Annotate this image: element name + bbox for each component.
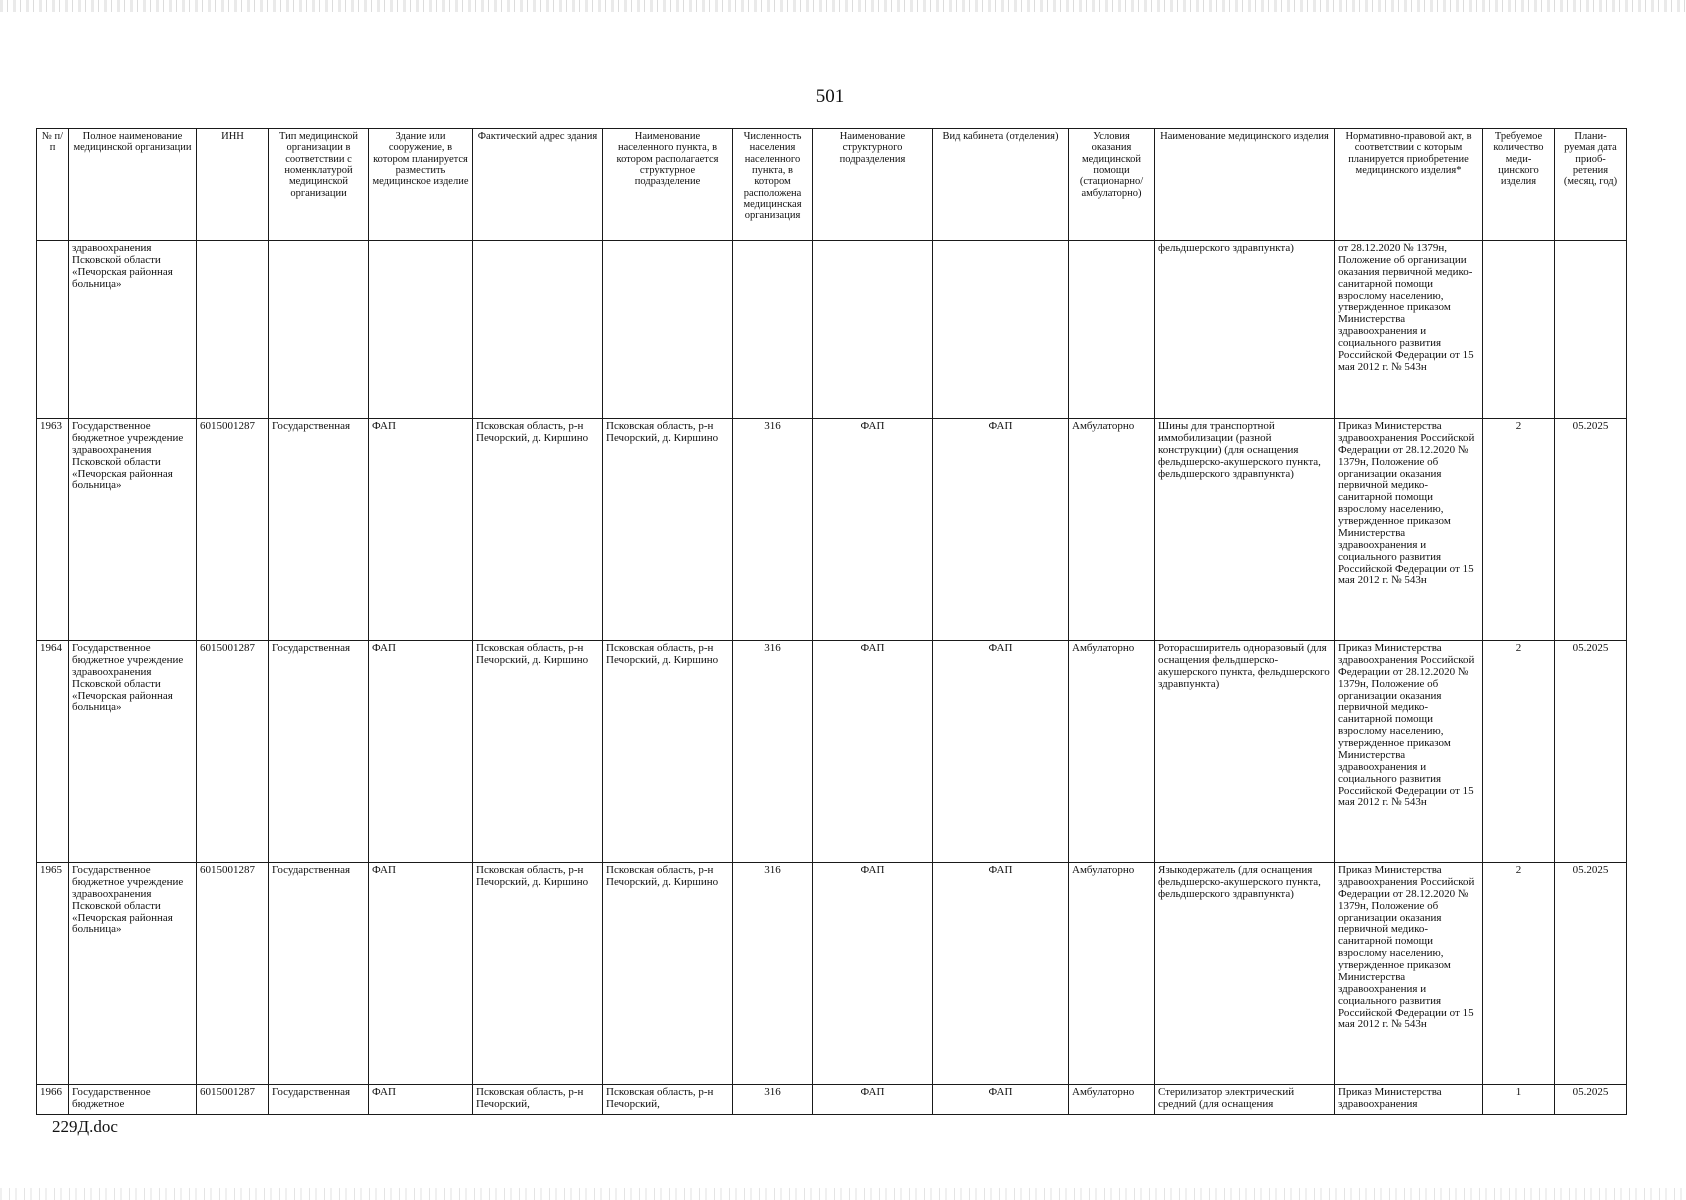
scan-edge-top — [0, 0, 1686, 12]
col-legal-act: Нормативно-правовой акт, в соответствии с которым планируется приобретение медицинского изделия* — [1335, 129, 1483, 241]
cell-inn: 6015001287 — [197, 1085, 269, 1115]
table-row-continuation — [37, 241, 1627, 419]
scan-edge-bottom — [0, 1188, 1686, 1200]
cell-building: ФАП — [369, 641, 473, 863]
cell-address: Псковская область, р-н Печорский, — [473, 1085, 603, 1115]
cell-device: Языкодержатель (для оснащения фельдшерско-акушерского пункта, фельдшерского здравпункта) — [1155, 863, 1335, 1085]
cell-act: Приказ Министерства здравоохранения — [1335, 1085, 1483, 1115]
cell-device: Роторасширитель одноразовый (для оснащения фельдшерско-акушерского пункта, фельдшерского здравпункта) — [1155, 641, 1335, 863]
cell-locality: Псковская область, р-н Печорский, — [603, 1085, 733, 1115]
cell-date: 05.2025 — [1555, 1085, 1627, 1115]
cell-unit: ФАП — [813, 863, 933, 1085]
col-office: Вид кабинета (отделения) — [933, 129, 1069, 241]
footer-filename: 229Д.doc — [52, 1117, 118, 1136]
cell-device: Стерилизатор электрический средний (для оснащения — [1155, 1085, 1335, 1115]
cell-office: ФАП — [933, 641, 1069, 863]
col-inn: ИНН — [197, 129, 269, 241]
cell-date: 05.2025 — [1555, 641, 1627, 863]
cell-building: ФАП — [369, 1085, 473, 1115]
cell-population: 316 — [733, 419, 813, 641]
cell-org: Государственное бюджетное учреждение здравоохранения Псковской области «Печорская районная больница» — [69, 863, 197, 1085]
col-date: Плани- руемая дата приоб- ретения (месяц, год) — [1555, 129, 1627, 241]
cell-conditions: Амбулаторно — [1069, 1085, 1155, 1115]
cell-type: Государственная — [269, 641, 369, 863]
col-org-type: Тип медицинской организации в соответствии с номенклатурой медицинской организации — [269, 129, 369, 241]
cell-population: 316 — [733, 1085, 813, 1115]
cell-device: Шины для транспортной иммобилизации (разной конструкции) (для оснащения фельдшерско-акушерского пункта, фельдшерского здравпункта) — [1155, 419, 1335, 641]
cell-number: 1966 — [37, 1085, 69, 1115]
cell-conditions: Амбулаторно — [1069, 863, 1155, 1085]
col-address: Фактический адрес здания — [473, 129, 603, 241]
col-locality: Наименование населенного пункта, в котором располагается структурное подразделение — [603, 129, 733, 241]
device-plan-table — [36, 128, 1627, 1115]
page-number: 501 — [815, 86, 845, 107]
col-conditions: Условия оказания медицинской помощи (стационарно/ амбулаторно) — [1069, 129, 1155, 241]
cell-building: ФАП — [369, 419, 473, 641]
cell-population: 316 — [733, 863, 813, 1085]
cell-device: фельдшерского здравпункта) — [1155, 241, 1335, 419]
cell-unit: ФАП — [813, 1085, 933, 1115]
table-row — [37, 641, 1627, 863]
col-number: № п/п — [37, 129, 69, 241]
cell-quantity: 1 — [1483, 1085, 1555, 1115]
cell-act: Приказ Министерства здравоохранения Российской Федерации от 28.12.2020 № 1379н, Положение об организации оказания первичной медико-санитарной помощи взрослому населению, утвержденное приказом Министерства здравоохранения и социального развития Российской Федерации от 15 мая 2012 г. № 543н — [1335, 863, 1483, 1085]
cell-unit: ФАП — [813, 419, 933, 641]
col-building: Здание или сооружение, в котором планируется разместить медицинское изделие — [369, 129, 473, 241]
cell-type: Государственная — [269, 1085, 369, 1115]
cell-org: Государственное бюджетное учреждение здравоохранения Псковской области «Печорская районная больница» — [69, 641, 197, 863]
cell-type: Государственная — [269, 419, 369, 641]
cell-inn: 6015001287 — [197, 419, 269, 641]
table-row — [37, 419, 1627, 641]
cell-number: 1965 — [37, 863, 69, 1085]
cell-inn: 6015001287 — [197, 641, 269, 863]
cell-locality: Псковская область, р-н Печорский, д. Киршино — [603, 419, 733, 641]
cell-locality: Псковская область, р-н Печорский, д. Киршино — [603, 863, 733, 1085]
cell-type: Государственная — [269, 863, 369, 1085]
cell-conditions: Амбулаторно — [1069, 641, 1155, 863]
cell-number: 1963 — [37, 419, 69, 641]
cell-quantity: 2 — [1483, 863, 1555, 1085]
table-row — [37, 1085, 1627, 1115]
col-org-name: Полное наименование медицинской организации — [69, 129, 197, 241]
col-device: Наименование медицинского изделия — [1155, 129, 1335, 241]
cell-address: Псковская область, р-н Печорский, д. Киршино — [473, 419, 603, 641]
cell-quantity: 2 — [1483, 641, 1555, 863]
cell-quantity: 2 — [1483, 419, 1555, 641]
cell-population: 316 — [733, 641, 813, 863]
cell-locality: Псковская область, р-н Печорский, д. Киршино — [603, 641, 733, 863]
cell-act: от 28.12.2020 № 1379н, Положение об организации оказания первичной медико-санитарной помощи взрослому населению, утвержденное приказом Министерства здравоохранения и социального развития Российской Федерации от 15 мая 2012 г. № 543н — [1335, 241, 1483, 419]
cell-unit: ФАП — [813, 641, 933, 863]
col-quantity: Требуемое количество меди- цинского изделия — [1483, 129, 1555, 241]
cell-address: Псковская область, р-н Печорский, д. Киршино — [473, 863, 603, 1085]
cell-date: 05.2025 — [1555, 863, 1627, 1085]
cell-office: ФАП — [933, 863, 1069, 1085]
cell-address: Псковская область, р-н Печорский, д. Киршино — [473, 641, 603, 863]
col-unit: Наименование структурного подразделения — [813, 129, 933, 241]
cell-number: 1964 — [37, 641, 69, 863]
cell-org: Государственное бюджетное — [69, 1085, 197, 1115]
cell-building: ФАП — [369, 863, 473, 1085]
cell-date: 05.2025 — [1555, 419, 1627, 641]
cell-inn: 6015001287 — [197, 863, 269, 1085]
cell-office: ФАП — [933, 1085, 1069, 1115]
cell-conditions: Амбулаторно — [1069, 419, 1155, 641]
cell-org: Государственное бюджетное учреждение здравоохранения Псковской области «Печорская районная больница» — [69, 419, 197, 641]
cell-act: Приказ Министерства здравоохранения Российской Федерации от 28.12.2020 № 1379н, Положение об организации оказания первичной медико-санитарной помощи взрослому населению, утвержденное приказом Министерства здравоохранения и социального развития Российской Федерации от 15 мая 2012 г. № 543н — [1335, 641, 1483, 863]
header-row — [37, 129, 1627, 241]
cell-org: здравоохранения Псковской области «Печорская районная больница» — [69, 241, 197, 419]
cell-office: ФАП — [933, 419, 1069, 641]
col-population: Численность населения населенного пункта, в котором расположена медицинская организация — [733, 129, 813, 241]
cell-act: Приказ Министерства здравоохранения Российской Федерации от 28.12.2020 № 1379н, Положение об организации оказания первичной медико-санитарной помощи взрослому населению, утвержденное приказом Министерства здравоохранения и социального развития Российской Федерации от 15 мая 2012 г. № 543н — [1335, 419, 1483, 641]
table-row — [37, 863, 1627, 1085]
